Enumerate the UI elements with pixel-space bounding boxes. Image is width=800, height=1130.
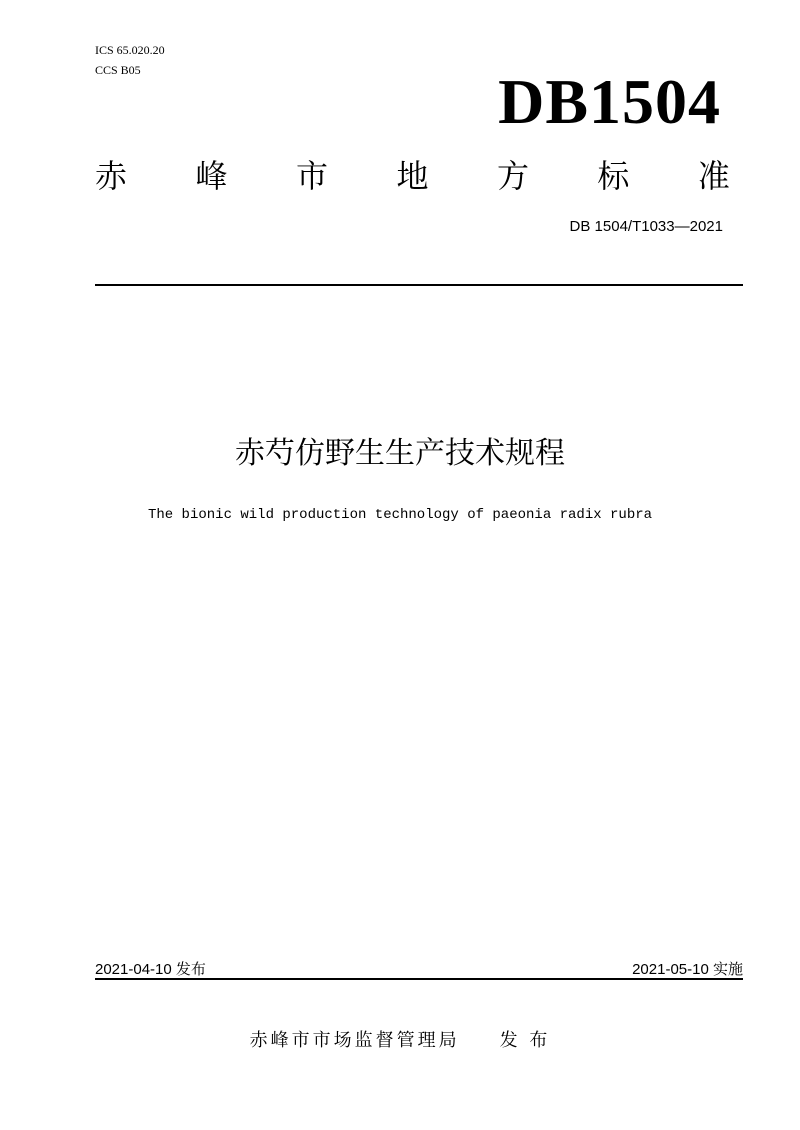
document-title-english: The bionic wild production technology of paeonia radix rubra <box>147 507 653 523</box>
issue-date: 2021-04-10 <box>95 961 172 978</box>
date-divider <box>95 978 743 980</box>
standard-number: DB 1504/T1033—2021 <box>569 218 723 235</box>
issuing-authority: 赤峰市市场监督管理局 <box>249 1030 460 1051</box>
standard-type-char: 标 <box>597 157 630 195</box>
issue-date-block <box>95 960 206 980</box>
ccs-code: CCS B05 <box>95 63 141 77</box>
standard-type-char: 市 <box>295 157 328 195</box>
effective-date-block <box>632 960 743 980</box>
publish-label: 发 布 <box>499 1030 551 1051</box>
effective-date: 2021-05-10 <box>632 961 709 978</box>
standard-type-char: 准 <box>697 157 730 195</box>
standard-type-title <box>95 150 730 202</box>
publisher-line <box>0 1027 800 1055</box>
effective-label: 实施 <box>712 961 743 978</box>
standard-type-char: 峰 <box>195 157 228 195</box>
issue-label: 发布 <box>175 961 206 978</box>
document-title: 赤芍仿野生生产技术规程 <box>235 436 565 471</box>
standard-code: DB1504 <box>498 66 721 137</box>
standard-type-char: 赤 <box>95 157 128 195</box>
header-divider <box>95 284 743 286</box>
ics-code: ICS 65.020.20 <box>95 43 165 57</box>
standard-type-char: 方 <box>496 157 529 195</box>
standard-type-char: 地 <box>396 157 429 195</box>
date-row <box>95 958 743 980</box>
